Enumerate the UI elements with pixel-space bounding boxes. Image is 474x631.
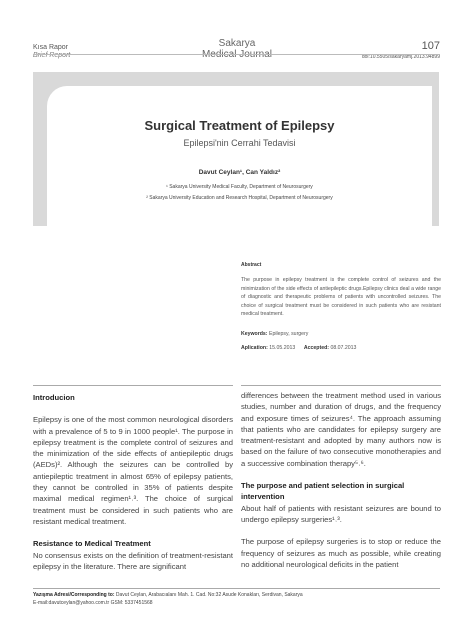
correspondence-address: Davut Ceylan, Arabacıalanı Mah. 1. Cad. No:32 Asude Konakları, Serdivan, Sakarya — [115, 592, 303, 598]
introduction-paragraph: Epilepsy is one of the most common neurological disorders with a prevalence of 5 to 9 in 1000 people¹. The purpose in epilepsy treatment is the complete control of seizures and the minimization of the side effects of antiepileptic drugs (AEDs)². Although the seizures can be controlled by antiepileptic treatment in almost 65% of epilepsy patients, they cannot be controlled in 35% of patients despite maximal medical regimen¹˒³. The choice of surgical treatment must be considered in such patients who are resistant medical treatment. — [33, 415, 233, 526]
application-label: Aplication: — [241, 344, 268, 351]
abstract-text: The purpose in epilepsy treatment is the complete control of seizures and the minimization of the side effects of antiepileptic drugs.Epilepsy clinics deal a wide range of diagnostic and therapeutic problems of patients with uncontrolled seizures. The choice of surgical treatment must be considered in such patients who are resistant medical treatment. — [241, 277, 441, 318]
continued-paragraph: differences between the treatment method used in various studies, number and duration of drugs, and the frequency and exposure times of seizures⁴. The approach assuming that patients who are candidates for epilepsy surgery are treatment-resistant and adopted by many authors now is based on the failure of two consecutive monotherapies and a successive combination therapy⁵˒⁶. — [241, 391, 441, 468]
section-heading-introduction: Introducion — [33, 393, 75, 402]
body-divider-right — [241, 385, 441, 386]
keywords-label: Keywords: — [241, 330, 268, 337]
article-subtitle: Epilepsi'nin Cerrahi Tedavisi — [183, 138, 296, 148]
authors: Davut Ceylan¹, Can Yaldız² — [198, 169, 281, 176]
body-column-right — [241, 390, 441, 570]
doi: doi:10.5505/sakaryamj.2013.94899 — [361, 54, 440, 60]
correspondence-label: Yazışma Adresi/Corresponding to: — [33, 592, 115, 598]
affiliation-1: ¹ Sakarya University Medical Faculty, Department of Neurosurgery — [166, 184, 313, 190]
dates — [241, 345, 441, 351]
header-divider — [33, 54, 440, 55]
footer-divider — [33, 588, 440, 589]
purpose-paragraph: The purpose of epilepsy surgeries is to stop or reduce the frequency of seizures as much as possible, while creating no additional neurological deficits in the patient — [241, 537, 441, 569]
section-heading-patient-selection: The purpose and patient selection in surgical intervention — [241, 481, 405, 502]
accepted-label: Accepted: — [303, 344, 329, 351]
keywords — [241, 331, 441, 337]
title-card — [47, 86, 432, 241]
patient-selection-paragraph: About half of patients with resistant seizures are bound to undergo epilepsy surgeries¹˒³. — [241, 503, 441, 524]
journal-name-line2: Medical Journal — [201, 49, 273, 60]
page-info — [362, 40, 440, 61]
correspondence-footer — [33, 592, 303, 607]
article-title: Surgical Treatment of Epilepsy — [144, 118, 335, 133]
article-type-tr: Kısa Rapor — [33, 44, 69, 51]
keywords-value: Epilepsy, surgery — [268, 330, 309, 337]
journal-name-line1: Sakarya — [218, 38, 256, 49]
article-type — [33, 44, 70, 60]
page-number: 107 — [421, 40, 440, 52]
body-column-left — [33, 392, 233, 572]
accepted-date: 08.07.2013 — [330, 344, 357, 351]
section-heading-resistance: Resistance to Medical Treatment — [33, 539, 151, 549]
abstract-heading: Abstract — [241, 262, 262, 268]
affiliation-2: ² Sakarya University Education and Research Hospital, Department of Neurosurgery — [146, 195, 333, 201]
abstract-section — [241, 262, 441, 351]
body-divider-left — [33, 385, 233, 386]
resistance-paragraph: No consensus exists on the definition of treatment-resistant epilepsy in the literature. There are significant — [33, 550, 233, 571]
journal-name — [180, 38, 294, 60]
correspondence-contact: E-mail:davutceylan@yahoo.com.tr GSM: 5337451568 — [33, 599, 153, 606]
application-date: 15.05.2013 — [269, 344, 296, 351]
article-type-en: Brief Report — [33, 52, 71, 59]
